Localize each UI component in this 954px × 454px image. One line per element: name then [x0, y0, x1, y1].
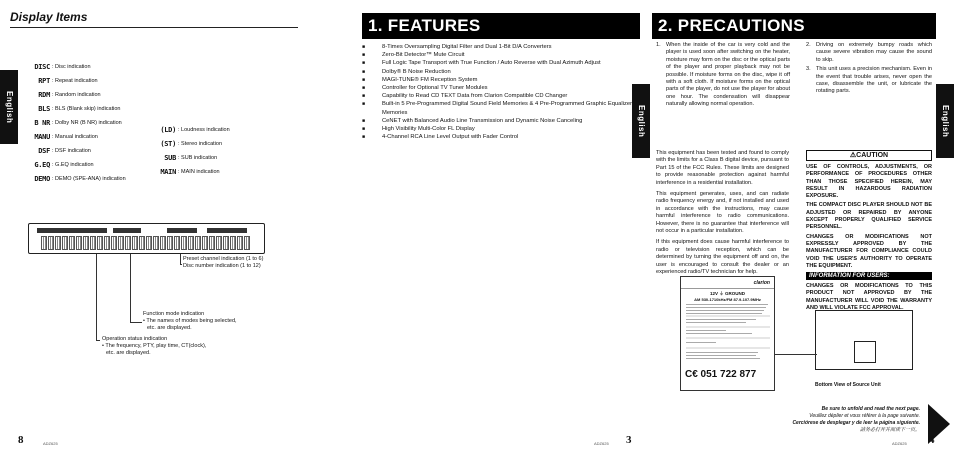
precaution-text: When the inside of the car is very cold and the player is used soon after switching on the heater, moisture may form on the disc or the optical parts of the player and proper playback may not be possible. If moisture forms on the disc, wipe it off with a soft cloth. If moisture forms on the optical parts of the player, do not use the player for about one hour. The condensation will disappear naturally allowing normal operation.: [666, 42, 790, 108]
precaution-item: [656, 42, 790, 109]
dsf-glyph: DSF: [38, 147, 50, 155]
sub-glyph: SUB: [164, 154, 176, 162]
label-location-line: [775, 354, 817, 355]
operation-callout-line-h: [96, 340, 100, 341]
indicator-manu: [24, 130, 126, 144]
feature-text: High Visibility Multi-Color FL Display: [382, 126, 475, 133]
indicator-demo: [24, 172, 126, 186]
page-number-4: 4: [929, 434, 935, 446]
source-unit-bottom-view: [815, 310, 913, 370]
indicator-sub: [150, 151, 230, 165]
feature-text: Built-in 5 Pre-Programmed Digital Sound Field Memories & 4 Pre-Programmed Graphic Equalizer Memories: [382, 101, 633, 116]
preset-callout-line-h: [180, 264, 182, 265]
disc-glyph: DISC: [34, 63, 50, 71]
bnr-glyph: B NR: [34, 119, 50, 127]
demo-glyph: DEMO: [34, 175, 50, 183]
stereo-glyph: (ST): [160, 140, 176, 148]
precaution-number: 1.: [656, 42, 661, 48]
label-ce-number: C€ 051 722 877: [685, 369, 757, 380]
feature-text: Zero-Bit Detector™ Mute Circuit: [382, 52, 465, 59]
feature-text: 8-Times Oversampling Digital Filter and Dual 1-Bit D/A Converters: [382, 44, 552, 50]
indicator-label: : G.EQ indication: [52, 162, 94, 168]
precaution-number: 3.: [806, 66, 811, 73]
precautions-col2: [806, 42, 932, 98]
indicator-main: [150, 165, 230, 179]
indicator-label: : Repeat indication: [52, 78, 98, 84]
display-segment-row: [41, 236, 250, 250]
bls-glyph: BLS: [38, 105, 50, 113]
note-french: Veuillez déplier et vous référer à la page suivante.: [809, 413, 920, 419]
code-page-4: ADZ625: [892, 441, 907, 446]
page-number-8: 8: [18, 434, 24, 446]
loudness-glyph: (LD): [160, 126, 176, 134]
label-ground: 12V ⏚ GROUND: [709, 291, 745, 296]
indicator-label: : Dolby NR (B NR) indication: [52, 120, 122, 126]
english-tab-right: English: [936, 84, 954, 158]
indicator-list-right: [150, 123, 230, 179]
caution-text: [806, 164, 932, 314]
caution-paragraph: USE OF CONTROLS, ADJUSTMENTS, OR PERFORMANCE OF PROCEDURES OTHER THAN THOSE SPECIFIED HEREIN, MAY RESULT IN HAZARDOUS RADIATION EXPOSURE.: [806, 164, 932, 200]
function-callout-line3: etc. are displayed.: [147, 325, 192, 331]
indicator-label: : MAIN indication: [178, 169, 220, 175]
feature-item: ■ 8-Times Oversampling Digital Filter and Dual 1-Bit D/A Converters: [362, 44, 552, 50]
precaution-text: Driving on extremely bumpy roads which cause severe vibration may cause the sound to skip.: [816, 42, 932, 63]
code-page-8: ADZ625: [43, 441, 58, 446]
indicator-loudness: [150, 123, 230, 137]
caution-paragraph: CHANGES OR MODIFICATIONS NOT EXPRESSLY APPROVED BY THE MANUFACTURER FOR COMPLIANCE COULD VOID THE USER'S AUTHORITY TO OPERATE THE EQUIPMENT.: [806, 233, 932, 269]
feature-text: Capability to Read CD TEXT Data from Clarion Compatible CD Changer: [382, 93, 568, 100]
indicator-label: : Manual indication: [52, 134, 98, 140]
function-callout-line2: • The names of modes being selected,: [143, 318, 237, 324]
geq-glyph: G.EQ: [34, 161, 50, 169]
feature-item: ■ High Visibility Multi-Color FL Display: [362, 126, 475, 133]
feature-item: ■ Full Logic Tape Transport with True Function / Auto Reverse with Dual Azimuth Adjust: [362, 60, 601, 67]
feature-text: MAGI-TUNE® FM Reception System: [382, 76, 478, 83]
fcc-paragraph: This equipment has been tested and found to comply with the limits for a Class B digital device, pursuant to Part 15 of the FCC Rules. These limits are designed to provide reasonable protection against harmful interference in a residential installation.: [656, 150, 789, 186]
feature-item: ■ Capability to Read CD TEXT Data from Clarion Compatible CD Changer: [362, 93, 568, 100]
note-chinese: 請务必打开并阅读下一页。: [859, 427, 920, 433]
indicator-stereo: [150, 137, 230, 151]
indicator-bnr: [24, 116, 126, 130]
fcc-paragraph: If this equipment does cause harmful interference to radio or television reception, which can be determined by turning the equipment off and on, the user is encouraged to consult the dealer or an experienced radio/TV technician for help.: [656, 239, 789, 276]
feature-item: ■ Zero-Bit Detector™ Mute Circuit: [362, 52, 465, 59]
feature-item: ■ 4-Channel RCA Line Level Output with Fader Control: [362, 134, 519, 141]
indicator-label: : Stereo indication: [178, 141, 223, 147]
title-rule: [10, 27, 298, 28]
preset-callout-line-v: [180, 254, 181, 264]
page-number-3: 3: [626, 434, 632, 446]
operation-callout-line1: Operation status indication: [102, 336, 168, 342]
indicator-geq: [24, 158, 126, 172]
feature-text: 4-Channel RCA Line Level Output with Fader Control: [382, 134, 519, 141]
precautions-col1: [656, 42, 790, 111]
indicator-bls: [24, 102, 126, 116]
code-page-3: ADZ625: [594, 441, 609, 446]
rpt-glyph: RPT: [38, 77, 50, 85]
indicator-label: : SUB indication: [178, 155, 218, 161]
function-callout-line-h: [130, 322, 142, 323]
rdm-glyph: RDM: [38, 91, 50, 99]
function-callout-line1: Function mode indication: [143, 311, 205, 317]
operation-callout-line-v: [96, 254, 97, 340]
operation-callout: [102, 336, 206, 357]
english-tab-mid: English: [632, 84, 650, 158]
indicator-label: : DEMO (SPE-ANA) indication: [52, 176, 126, 182]
feature-text: CeNET with Balanced Audio Line Transmission and Dynamic Noise Canceling: [382, 117, 583, 124]
function-callout-line-v: [130, 254, 131, 322]
indicator-repeat: [24, 74, 126, 88]
indicator-random: [24, 88, 126, 102]
features-title: 1. FEATURES: [362, 13, 640, 39]
feature-item: ■ Controller for Optional TV Tuner Modules: [362, 85, 488, 92]
preset-callout-line1: Preset channel indication (1 to 6): [183, 256, 264, 262]
operation-callout-line3: etc. are displayed.: [106, 350, 151, 356]
precaution-item: [806, 66, 932, 96]
feature-item: ■ CeNET with Balanced Audio Line Transmission and Dynamic Noise Canceling: [362, 117, 583, 124]
info-paragraph: CHANGES OR MODIFICATIONS TO THIS PRODUCT NOT APPROVED BY THE MANUFACTURER WILL VOID THE WARRANTY AND WILL VIOLATE FCC APPROVAL.: [806, 283, 932, 312]
preset-callout: [183, 256, 263, 270]
caution-paragraph: THE COMPACT DISC PLAYER SHOULD NOT BE ADJUSTED OR REPAIRED BY ANYONE EXCEPT PROPERLY QUALIFIED SERVICE PERSONNEL.: [806, 202, 932, 231]
feature-item: ■ Built-in 5 Pre-Programmed Digital Sound Field Memories & 4 Pre-Programmed Graphic Equalizer Memories: [362, 100, 642, 116]
precautions-title: 2. PRECAUTIONS: [652, 13, 936, 39]
note-english: Be sure to unfold and read the next page.: [821, 406, 920, 412]
caution-heading: ⚠CAUTION: [806, 150, 932, 161]
indicator-label: : BLS (Blank skip) indication: [52, 106, 121, 112]
fcc-paragraph: This equipment generates, uses, and can radiate radio frequency energy and, if not installed and used in accordance with the instructions, may cause harmful interference to radio communications. However, there is no guarantee that interference will not occur in a particular installation.: [656, 191, 789, 235]
product-label-card: [680, 276, 775, 391]
main-glyph: MAIN: [160, 168, 176, 176]
feature-text: Full Logic Tape Transport with True Function / Auto Reverse with Dual Azimuth Adjust: [382, 60, 601, 67]
precaution-number: 2.: [806, 42, 811, 48]
label-location-square: [854, 341, 876, 363]
precaution-item: [806, 42, 932, 64]
indicator-label: : Disc indication: [52, 64, 91, 70]
indicator-dsf: [24, 144, 126, 158]
feature-item: ■ Dolby® B Noise Reduction: [362, 68, 451, 75]
operation-callout-line2: • The frequency, PTY, play time, CT(clock),: [102, 343, 207, 349]
information-for-users-bar: INFORMATION FOR USERS:: [806, 272, 932, 280]
fcc-statement: [656, 150, 789, 277]
english-tab-left: English: [0, 70, 18, 144]
manu-glyph: MANU: [34, 133, 50, 141]
note-spanish: Cerciórese de desplegar y de leer la página siguiente.: [792, 420, 920, 426]
precaution-text: This unit uses a precision mechanism. Even in the event that trouble arises, never open the case, disassemble the unit, or lubricate the rotating parts.: [816, 66, 932, 95]
preset-callout-line2: Disc number indication (1 to 12): [183, 263, 261, 269]
feature-text: Controller for Optional TV Tuner Modules: [382, 85, 488, 92]
display-items-title: Display Items: [10, 10, 88, 24]
indicator-list-left: [24, 60, 126, 186]
fl-display-illustration: [28, 223, 265, 254]
label-fineprint-icon: [686, 304, 770, 366]
function-callout: [143, 311, 237, 332]
indicator-label: : Random indication: [52, 92, 101, 98]
label-bands: AM 530-1710kHz/FM 87.9-107.9MHz: [694, 297, 761, 302]
source-unit-caption: Bottom View of Source Unit: [815, 382, 881, 388]
display-top-row-icon: [37, 227, 257, 234]
indicator-label: : Loudness indication: [178, 127, 230, 133]
feature-text: Dolby® B Noise Reduction: [382, 68, 451, 75]
indicator-label: : DSF indication: [52, 148, 91, 154]
features-list: [362, 43, 642, 141]
feature-item: ■ MAGI-TUNE® FM Reception System: [362, 76, 478, 83]
indicator-disc: [24, 60, 126, 74]
label-brand: clarion: [753, 280, 770, 286]
unfold-notes: [690, 406, 920, 434]
